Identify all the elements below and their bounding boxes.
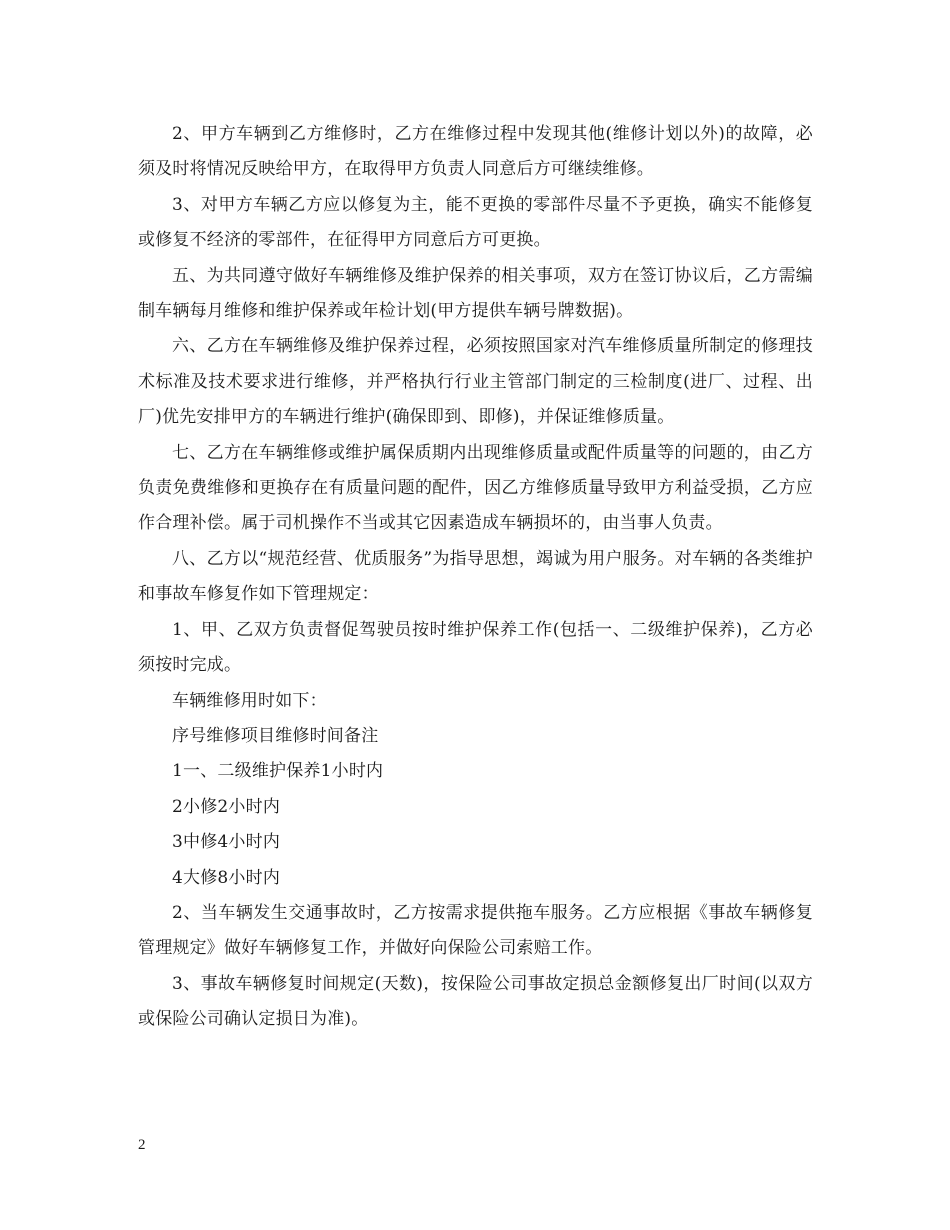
- paragraph-clause-3-repair-first: 3、对甲方车辆乙方应以修复为主，能不更换的零部件尽量不予更换，确实不能修复或修复不经济的零部件，在征得甲方同意后方可更换。: [138, 194, 813, 251]
- paragraph-repair-time-header: 序号维修项目维修时间备注: [172, 725, 379, 746]
- document-body: [138, 117, 813, 1038]
- paragraph-section-6-quality-standards: 六、乙方在车辆维修及维护保养过程，必须按照国家对汽车维修质量所制定的修理技术标准及技术要求进行维修，并严格执行行业主管部门制定的三检制度(进厂、过程、出厂)优先安排甲方的车辆进行维护(确保即到、即修)，并保证维修质量。: [138, 336, 813, 428]
- paragraph-clause-3-accident-time: 3、事故车辆修复时间规定(天数)，按保险公司事故定损总金额修复出厂时间(以双方或保险公司确认定损日为准)。: [138, 973, 813, 1030]
- paragraph-section-7-warranty: 七、乙方在车辆维修或维护属保质期内出现维修质量或配件质量等的问题的，由乙方负责免费维修和更换存在有质量问题的配件，因乙方维修质量导致甲方利益受损，乙方应作合理补偿。属于司机操作不当或其它因素造成车辆损坏的，由当事人负责。: [138, 442, 813, 534]
- page-number: 2: [138, 1137, 146, 1153]
- paragraph-clause-2-report-faults: 2、甲方车辆到乙方维修时，乙方在维修过程中发现其他(维修计划以外)的故障，必须及时将情况反映给甲方，在取得甲方负责人同意后方可继续维修。: [138, 124, 813, 180]
- paragraph-section-5-plan: 五、为共同遵守做好车辆维修及维护保养的相关事项，双方在签订协议后，乙方需编制车辆每月维修和维护保养或年检计划(甲方提供车辆号牌数据)。: [138, 265, 813, 322]
- paragraph-repair-time-row-2: 2小修2小时内: [172, 796, 281, 817]
- paragraph-clause-2-accident: 2、当车辆发生交通事故时，乙方按需求提供拖车服务。乙方应根据《事故车辆修复管理规定》做好车辆修复工作，并做好向保险公司索赔工作。: [138, 902, 813, 959]
- paragraph-repair-time-intro: 车辆维修用时如下：: [172, 690, 327, 711]
- paragraph-repair-time-row-4: 4大修8小时内: [172, 867, 281, 888]
- paragraph-clause-1-maintenance: 1、甲、乙双方负责督促驾驶员按时维护保养工作(包括一、二级维护保养)，乙方必须按时完成。: [138, 619, 813, 676]
- paragraph-repair-time-row-3: 3中修4小时内: [172, 832, 281, 853]
- paragraph-section-8-service: 八、乙方以“规范经营、优质服务”为指导思想，竭诚为用户服务。对车辆的各类维护和事故车修复作如下管理规定：: [138, 548, 813, 605]
- paragraph-repair-time-row-1: 1一、二级维护保养1小时内: [172, 761, 384, 782]
